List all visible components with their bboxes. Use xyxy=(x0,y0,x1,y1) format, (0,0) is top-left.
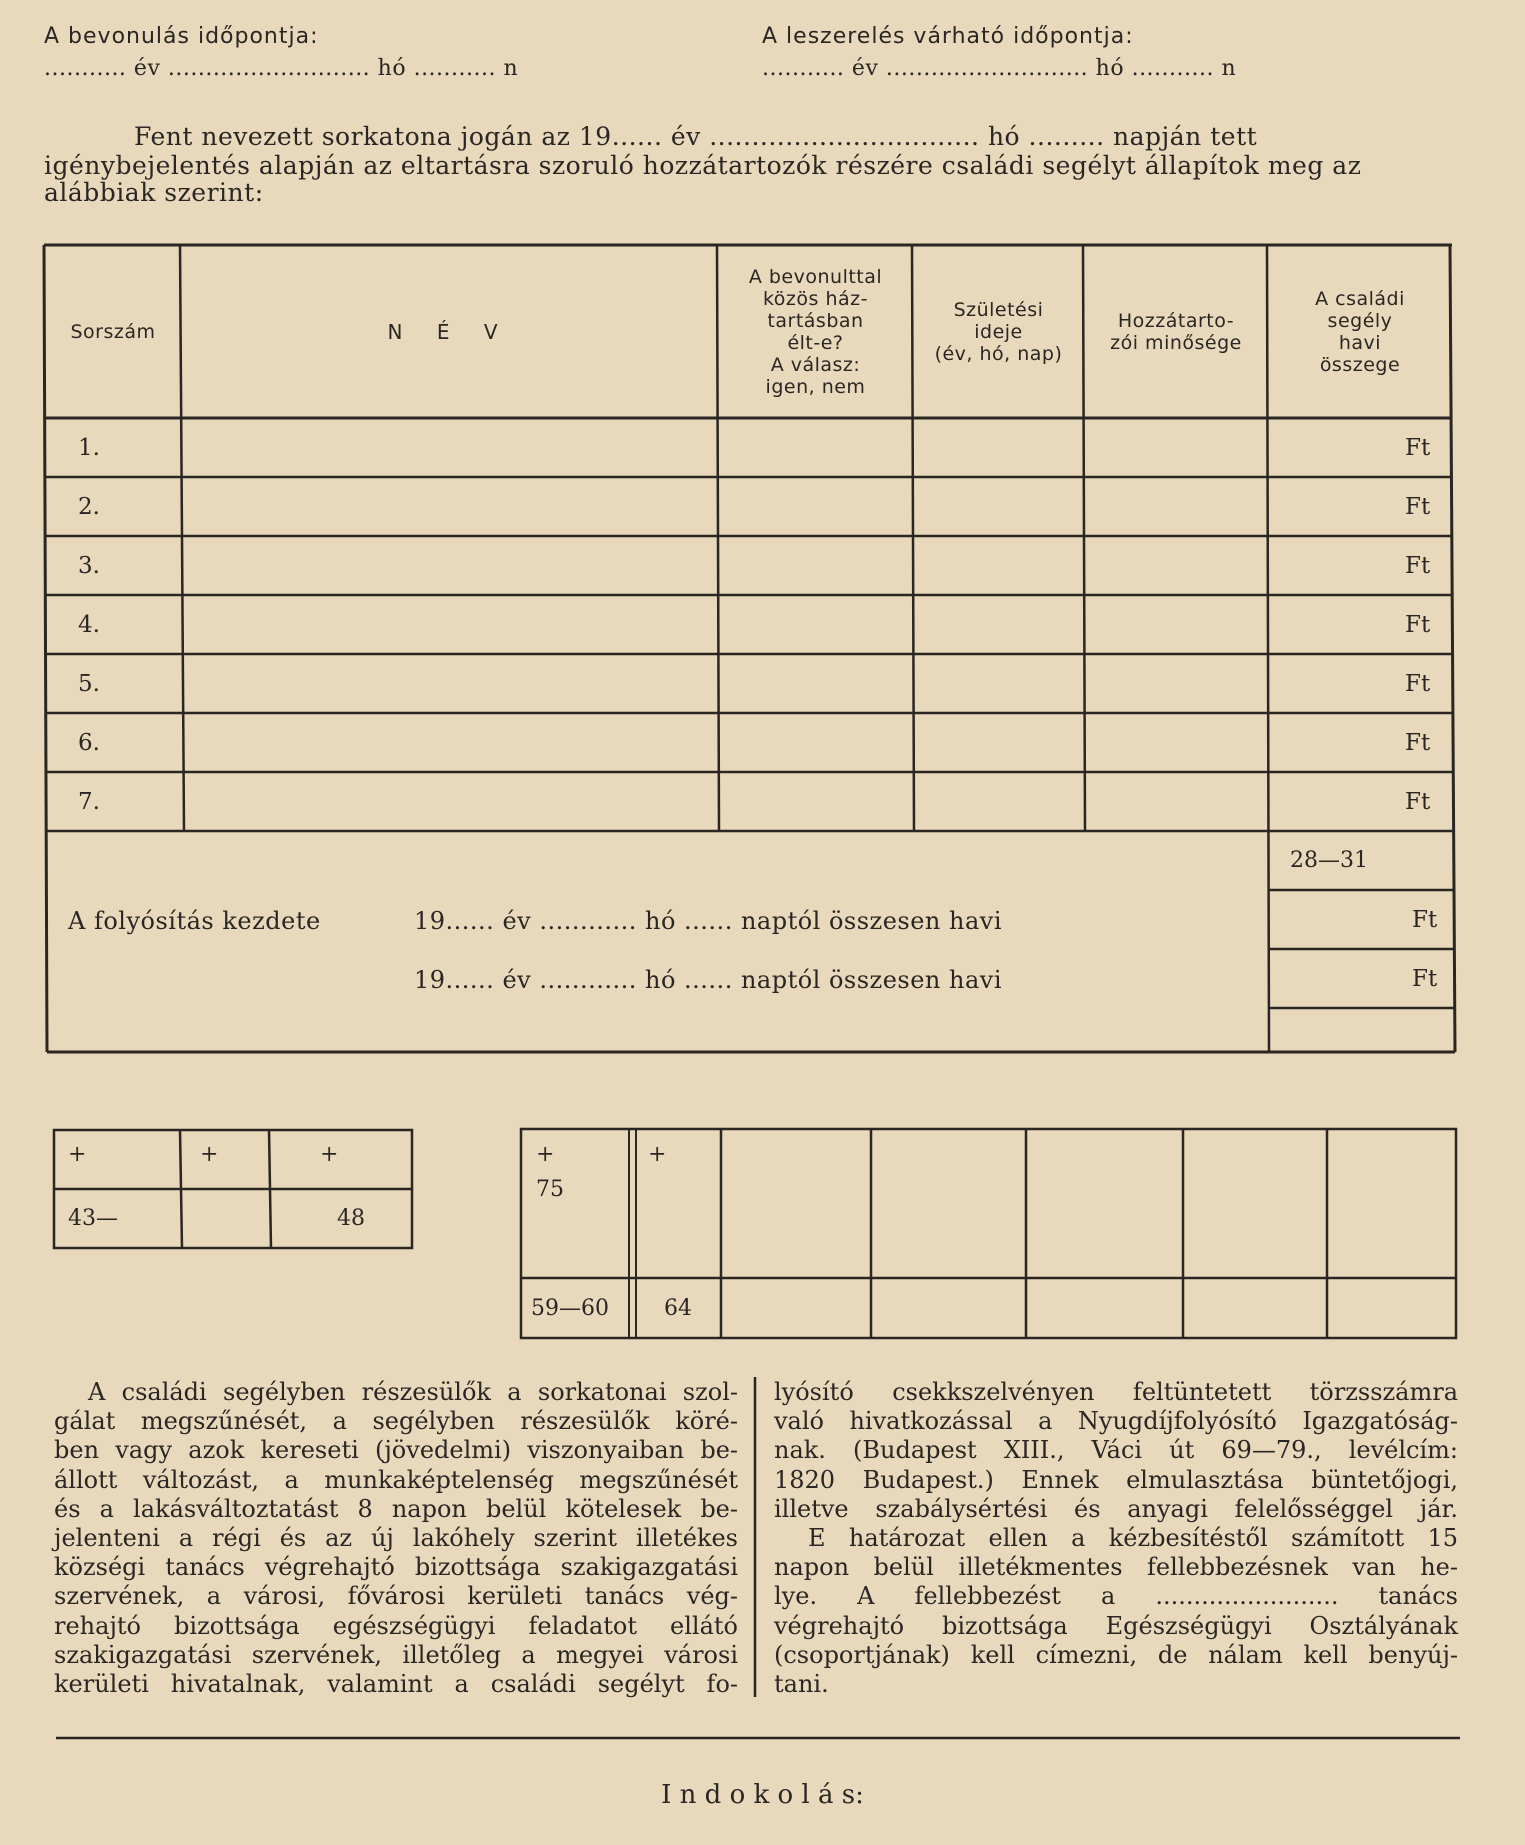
intro-line-1: Fent nevezett sorkatona jogán az 19...... év ................................ hó ......... napján tett xyxy=(134,122,1258,151)
payment-start-label: A folyósítás kezdete xyxy=(68,907,321,935)
payment-start-line-1[interactable]: 19...... év ............ hó ...... naptól összesen havi xyxy=(414,907,1003,935)
row-number: 4. xyxy=(78,612,100,638)
row-number: 5. xyxy=(78,671,100,697)
discharge-date-field[interactable]: ........... év ........................... hó ........... n xyxy=(762,56,1237,81)
row-number: 2. xyxy=(78,494,100,520)
header-relationship: Hozzátarto- zói minősége xyxy=(1110,310,1242,354)
code-value: 59—60 xyxy=(531,1296,609,1321)
row-amount-unit: Ft xyxy=(1405,789,1431,815)
row-number: 6. xyxy=(78,730,100,756)
enlistment-date-label: A bevonulás időpontja: xyxy=(44,24,319,49)
code-plus: + xyxy=(648,1142,667,1167)
code-value: 48 xyxy=(337,1206,365,1231)
discharge-date-label: A leszerelés várható időpontja: xyxy=(762,24,1134,49)
header-name: N É V xyxy=(387,320,512,344)
header-serial-number: Sorszám xyxy=(70,321,156,343)
code-value: 75 xyxy=(536,1177,564,1202)
header-birth-date: Születési ideje (év, hó, nap) xyxy=(934,299,1063,365)
code-value: 43— xyxy=(68,1206,118,1231)
justification-heading: I n d o k o l á s: xyxy=(661,1780,864,1810)
enlistment-date-field[interactable]: ........... év ........................... hó ........... n xyxy=(44,56,519,81)
row-number: 3. xyxy=(78,553,100,579)
notice-left-column: A családi segélyben részesülők a sorkatonai szol- gálat megszűnését, a segélyben részesülők köré- ben vagy azok kereseti (jövedelmi) viszonyaiban be- állott változást, a munkaképtelenség megszűnését és a lakásváltoztatást 8 napon belül kötelesek be- jelenteni a régi és az új lakóhely szerint illetékes községi tanács végrehajtó bizottsága szakigazgatási szervének, a városi, fővárosi kerületi tanács vég- rehajtó bizottsága egészségügyi feladatot ellátó szakigazgatási szervének, illetőleg a megyei városi kerületi hivatalnak, valamint a családi segélyt fo- xyxy=(54,1378,738,1699)
row-amount-unit: Ft xyxy=(1405,730,1431,756)
row-number: 1. xyxy=(78,435,100,461)
header-household: A bevonulttal közös ház- tartásban élt-e? A válasz: igen, nem xyxy=(748,266,883,398)
row-amount-unit: Ft xyxy=(1405,612,1431,638)
code-plus: + xyxy=(320,1142,339,1167)
header-monthly-amount: A családi segély havi összege xyxy=(1315,288,1405,376)
code-plus: + xyxy=(200,1142,219,1167)
intro-line-3: alábbiak szerint: xyxy=(44,178,264,207)
footer-amount-unit-2: Ft xyxy=(1412,966,1438,992)
row-amount-unit: Ft xyxy=(1405,553,1431,579)
footer-amount-unit-1: Ft xyxy=(1412,907,1438,933)
row-amount-unit: Ft xyxy=(1405,435,1431,461)
row-number: 7. xyxy=(78,789,100,815)
intro-line-2: igénybejelentés alapján az eltartásra szoruló hozzátartozók részére családi segélyt állapítok meg az xyxy=(44,151,1362,180)
code-plus: + xyxy=(536,1142,555,1167)
row-amount-unit: Ft xyxy=(1405,494,1431,520)
row-amount-unit: Ft xyxy=(1405,671,1431,697)
code-value: 64 xyxy=(664,1296,692,1321)
footer-code: 28—31 xyxy=(1290,848,1368,873)
notice-right-column: lyósító csekkszelvényen feltüntetett törzsszámra való hivatkozással a Nyugdíjfolyósító Igazgatóság- nak. (Budapest XIII., Váci út 69—79., levélcím: 1820 Budapest.) Ennek elmulasztása büntetőjogi, illetve szabálysértési és anyagi felelősséggel jár. E határozat ellen a kézbesítéstől számított 15 napon belül illetékmentes fellebbezésnek van he- lye. A fellebbezést a ........................ tanács végrehajtó bizottsága Egészségügyi Osztályának (csoportjának) kell címezni, de nálam kell benyúj- tani. xyxy=(774,1378,1458,1699)
payment-start-line-2[interactable]: 19...... év ............ hó ...... naptól összesen havi xyxy=(414,966,1003,994)
code-plus: + xyxy=(68,1142,87,1167)
